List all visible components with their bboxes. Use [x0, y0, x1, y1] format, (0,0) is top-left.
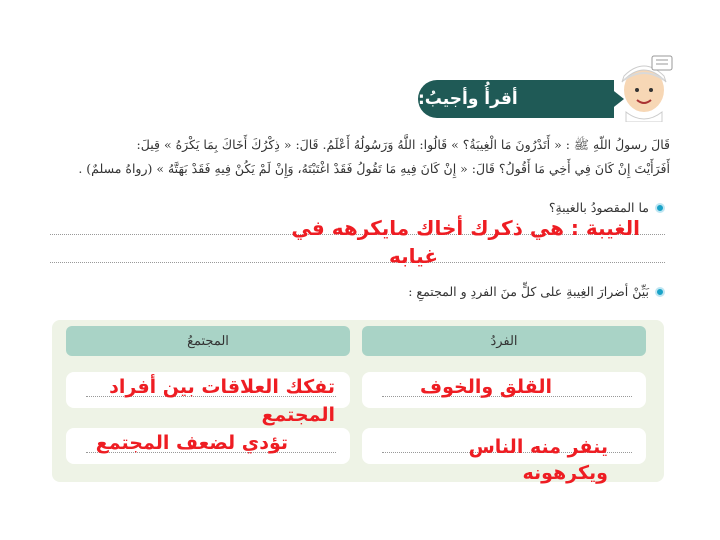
bullet-icon: [655, 203, 665, 213]
question-2: [408, 284, 665, 299]
society-answer-1-line-1[interactable]: تفكك العلاقات بين أفراد: [109, 376, 335, 398]
individual-answer-2-line-2[interactable]: ويكرهونه: [522, 462, 608, 484]
hadith-line-1: قَالَ رسولُ اللّهِ ﷺ : « أَتَدْرُونَ مَا الْغِيبَةُ؟ » قَالُوا: اللَّهُ وَرَسُولُهُ أَعْلَمُ. قَالَ: « ذِكْرُكَ أَخَاكَ بِمَا يَكْرَهُ » قِيلَ:: [136, 137, 670, 152]
question-1-text: ما المقصودُ بالغيبةِ؟: [548, 200, 649, 215]
column-header-society: المجتمعُ: [66, 326, 350, 356]
question-2-text: بَيِّنْ أضرارَ الغِيبةِ على كلٍّ منَ الفردِ و المجتمعِ :: [408, 284, 649, 299]
answer-1-line-1[interactable]: الغيبة : هي ذكرك أخاك مايكرهه في: [291, 216, 640, 240]
student-avatar-icon: [608, 52, 678, 122]
bullet-icon: [655, 287, 665, 297]
society-answer-2[interactable]: تؤدي لضعف المجتمع: [95, 432, 288, 454]
society-answer-1-line-2[interactable]: المجتمع: [261, 404, 335, 426]
question-1: [549, 200, 665, 215]
answer-line-2: [50, 262, 665, 263]
column-header-individual: الفردُ: [362, 326, 646, 356]
section-title: أقرأُ وأجيبُ:: [418, 89, 518, 109]
section-header: [418, 80, 614, 118]
individual-answer-2-line-1[interactable]: ينفر منه الناس: [468, 436, 608, 458]
individual-answer-1[interactable]: القلق والخوف: [420, 376, 552, 398]
answer-1-line-2[interactable]: غيابه: [389, 244, 438, 268]
hadith-line-2: أَفَرَأَيْتَ إِنْ كَانَ فِي أَخِي مَا أَقُولُ؟ قَالَ: « إِنْ كَانَ فِيهِ مَا تَقُولُ فَقَدْ اغْتَبْتَهُ، وَإِنْ لَمْ يَكُنْ فِيهِ فَقَدْ بَهَتَّهُ » (رواهُ مسلمٌ) .: [78, 161, 670, 176]
